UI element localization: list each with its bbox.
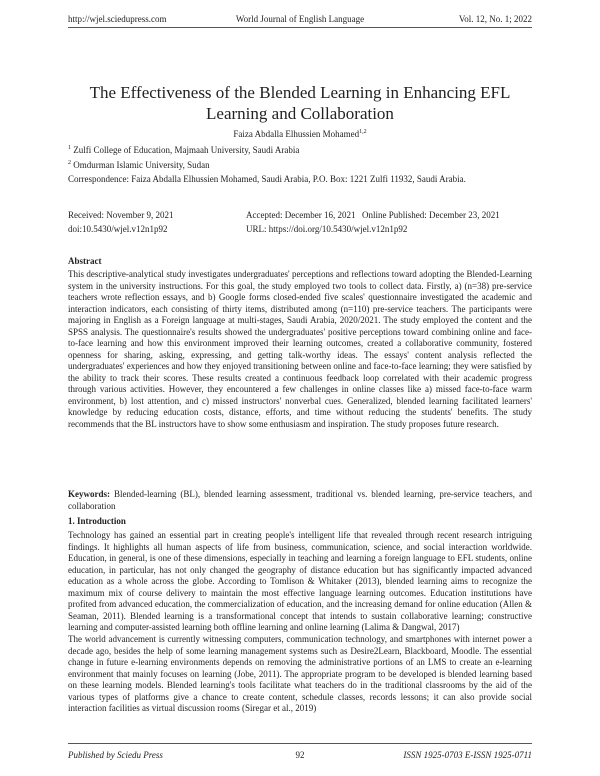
published-date: Online Published: December 23, 2021 [362,210,500,220]
affiliation-2: $^2$ Omdurman Islamic University, Sudan [68,160,210,170]
header-volume: Vol. 12, No. 1; 2022 [458,14,532,24]
running-header [68,12,532,26]
received-date: Received: November 9, 2021 [68,210,174,220]
doi-url[interactable]: URL: https://doi.org/10.5430/wjel.v12n1p92 [246,224,408,234]
author-line [0,126,600,140]
correspondence: Correspondence: Faiza Abdalla Elhussien Mohamed, Saudi Arabia, P.O. Box: 1221 Zulfi 11932, Saudi Arabia. [68,174,466,184]
keywords-text: Blended-learning (BL), blended learning assessment, traditional vs. blended learning, pre-service teachers, and collaboration [68,489,533,511]
abstract-heading: Abstract [68,256,102,266]
paper-title: The Effectiveness of the Blended Learning in Enhancing EFL Learning and Collaboration [89,83,511,123]
author-marks: 1,2 [359,129,367,135]
intro-paragraph-1: Technology has gained an essential part in creating people's intelligent life that revealed through recent research intriguing findings. It highlights all human aspects of life from business, communication, science, and social interaction worldwide. Education, in general, is one of these dimensions, especially in teaching and learning a foreign language to EFL students, online education, in particular, has not only changed the geography of distance education but has significantly impacted advanced education as a whole across the globe. According to Tomlison & Whitaker (2013), blended learning aims to recognize the maximum mix of course delivery to maintain the most effective language learning outcomes. Education institutions have profited from advanced education, the commercialization of education, and the increasing demand for online education (Allen & Seaman, 2011). Blended learning is a transformational concept that intends to sustain collaborative learning; constructive learning and computer-assisted learning both offline learning and online learning (Lalima & Dangwal, 2017) [68,530,532,632]
footer-issn: ISSN 1925-0703 E-ISSN 1925-0711 [403,750,532,760]
footer-rule [68,743,532,744]
header-url[interactable]: http://wjel.sciedupress.com [68,14,167,24]
keywords-label: Keywords: [68,489,110,499]
intro-paragraph-2: The world advancement is currently witnessing computers, communication technology, and smartphones with internet power a decade ago, besides the help of some learning management systems such as Desire2Learn, Blackboard, Moodle. The essential change in future e-learning environments depends on removing the administrative portions of an LMS to create an e-learning environment that mainly focuses on learning (Jobe, 2011). The appropriate program to be developed is blended learning based on these learning models. Blended learning's tools facilitate what teachers do in the traditional classrooms by the aid of the various types of platforms give a chance to create content, schedule classes, records lessons; it can also provide social interaction facilities as virtual discussion rooms (Siregar et al., 2019) [68,634,532,713]
affiliation-1: $^1$ Zulfi College of Education, Majmaah University, Saudi Arabia [68,145,300,155]
footer-page-number: 92 [295,750,305,760]
running-footer [68,748,532,762]
keywords [68,489,532,512]
accepted-date: Accepted: December 16, 2021 [246,210,356,220]
header-journal: World Journal of English Language [235,14,365,24]
doi: doi:10.5430/wjel.v12n1p92 [68,224,168,234]
section-heading-introduction: 1. Introduction [68,516,126,526]
header-rule [68,27,532,28]
abstract-text: This descriptive-analytical study investigates undergraduates' perceptions and reflections toward adopting the Blended-Learning system in the university instructions. For this goal, the study employed two tools to collect data. Firstly, a) (n=38) pre-service teachers wrote reflection essays, and b) Google forms closed-ended five scales' questionnaire investigated the academic and interaction indicators, each consisting of thirty items, distributed among (n=110) pre-service teachers. The participants were majoring in English as a Foreign language at multi-stages, Saudi Arabia, 2020/2021. The study employed the content and the SPSS analysis. The questionnaire's results showed the undergraduates' positive perceptions toward combining online and face-to-face learning and how this environment improved their learning outcomes, created a collaborative community, fostered openness for sharing, asking, expressing, and getting talk-worthy ideas. The essays' content analysis reflected the undergraduates' experiences and how they enjoyed transitioning between online and face-to-face learning; they were satisfied by the ability to track their scores. These results created a continuous feedback loop correlated with their academic progress through various activities. However, they encountered a few challenges in online classes like a) missed face-to-face warm environment, b) lost attention, and c) missed instructors' nonverbal cues. Generalized, blended learning facilitated learners' knowledge by reducing education costs, distance, efforts, and time without reducing the students' benefits. The study recommends that the BL instructors have to show some enthusiasm and inspiration. The study proposes future research. [68,269,532,429]
footer-publisher: Published by Sciedu Press [68,750,163,760]
author-name: Faiza Abdalla Elhussien Mohamed [233,129,360,139]
